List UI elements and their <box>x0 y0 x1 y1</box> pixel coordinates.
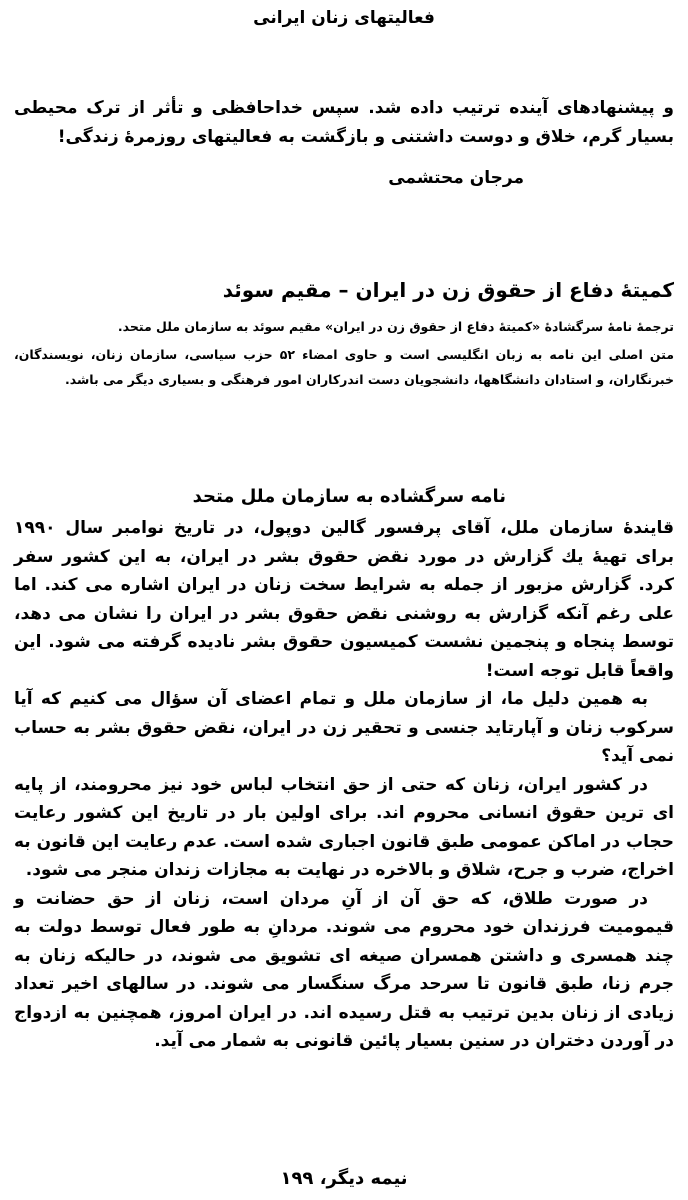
section-title: کمیتهٔ دفاع از حقوق زن در ایران – مقیم سوئد <box>222 278 674 302</box>
letter-paragraph: قایندهٔ سازمان ملل، آقای پرفسور گالین دوپول، در تاریخ نوامبر سال ۱۹۹۰ برای تهیهٔ یك گزارش در مورد نقض حقوق بشر در ایران، به این کشور سفر کرد. گزارش مزبور از جمله به شرایط سخت زنان در ایران اشاره می کند. اما علی رغم آنکه گزارش به روشنی نقض حقوق بشر در ایران را نشان می دهد، توسط پنجاه و پنجمین نشست کمیسیون حقوق بشر نادیده گرفته می شود. این واقعاً قابل توجه است! <box>14 518 674 681</box>
letter-body <box>14 514 674 1056</box>
signature-name: مرجان محتشمی <box>388 168 524 188</box>
running-title: فعالیتهای زنان ایرانی <box>253 8 435 28</box>
letter-paragraph: در کشور ایران، زنان که حتی از حق انتخاب لباس خود نیز محرومند، از پایه ای ترین حقوق انسانی محروم اند. برای اولین بار در تاریخ این کشور رعایت حجاب در اماکن عمومی طبق قانون اجباری شده است. عدم رعایت این قانون به اخراج، ضرب و جرح، شلاق و بالاخره در نهایت به مجازات زندان منجر می شود. <box>14 774 674 880</box>
section-intro-signatories-note: متن اصلی این نامه به زبان انگلیسی است و حاوی امضاء ۵۲ حزب سیاسی، سازمان زنان، نویسندگان، خبرنگاران، و استادان دانشگاهها، دانشجویان دست اندرکاران امور فرهنگی و بسیاری دیگر می باشد. <box>14 347 674 387</box>
letter-paragraph: در صورت طلاق، که حق آن از آنِ مردان است، زنان از حق حضانت و قیمومیت فرزندان خود محروم می شوند. مردانِ به طور فعال توسط دولت به چند همسری و داشتن همسران صیغه ای تشویق می شوند، در حالیکه زنان به جرم زنا، طبق قانون تا سرحد مرگ سنگسار می شوند. در سالهای اخیر تعداد زیادی از زنان بدین ترتیب به قتل رسیده اند. در ایران امروز، همچنین به ازدواج در آوردن دختران در سنین بسیار پائین قانونی به شمار می آید. <box>14 888 674 1051</box>
page-footer: نیمه دیگر، ۱۹۹ <box>280 1168 408 1189</box>
section-intro-translation-note: ترجمهٔ نامهٔ سرگشادهٔ «کمیتهٔ دفاع از حقوق زن در ایران» مقیم سوئد به سازمان ملل متحد. <box>117 319 674 334</box>
letter-title: نامه سرگشاده به سازمان ملل متحد <box>192 486 506 507</box>
document-page <box>14 0 674 1200</box>
letter-closing-text: و پیشنهادهای آینده ترتیب داده شد. سپس خداحافظی و تأثر از ترک محیطی بسیار گرم، خلاق و دوست داشتنی و بازگشت به فعالیتهای روزمرهٔ زندگی! <box>14 98 674 147</box>
letter-paragraph: به همین دلیل ما، از سازمان ملل و تمام اعضای آن سؤال می کنیم که آیا سرکوب زنان و آپارتاید جنسی و تحقیر زن در ایران، نقض حقوق بشر به حساب نمی آید؟ <box>14 689 674 766</box>
